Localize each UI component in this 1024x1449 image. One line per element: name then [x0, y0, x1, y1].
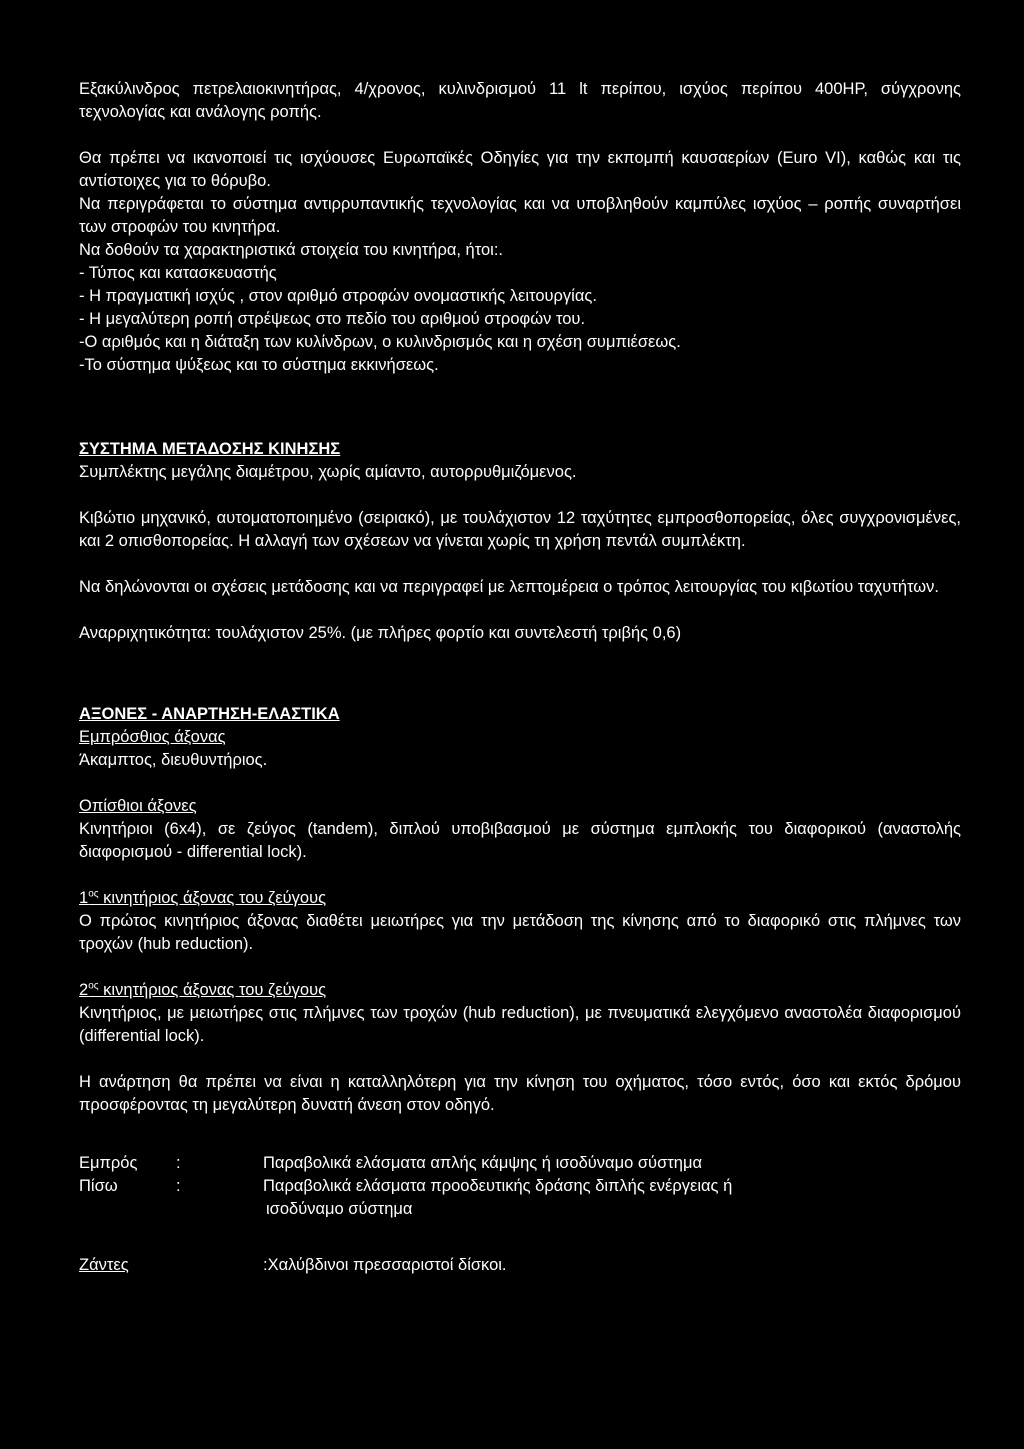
spec-value-front: Παραβολικά ελάσματα απλής κάμψης ή ισοδύναμο σύστημα — [263, 1154, 702, 1172]
clutch-text: Συμπλέκτης μεγάλης διαμέτρου, χωρίς αμίαντο, αυτορρυθμιζόμενος. — [79, 463, 577, 481]
suspension-text: Η ανάρτηση θα πρέπει να είναι η καταλληλότερη για την κίνηση του οχήματος, τόσο εντός, όσο και εκτός δρόμου προσφέροντας τη μεγαλύτερη δυνατή άνεση στον οδηγό. — [79, 1073, 961, 1114]
spec-colon: : — [176, 1177, 181, 1195]
second-drive-axle-title — [79, 979, 961, 1002]
first-drive-axle-title — [79, 887, 961, 910]
gearbox-text: Κιβώτιο μηχανικό, αυτοματοποιημένο (σειριακό), με τουλάχιστον 12 ταχύτητες εμπροσθοπορείας, όλες συγχρονισμένες, και 2 οπισθοπορείας. Η αλλαγή των σχέσεων να γίνεται χωρίς τη χρήση πεντάλ συμπλέκτη. — [79, 509, 961, 550]
engine-spec-item: - Τύπος και κατασκευαστής — [79, 264, 277, 282]
suspension-specs — [79, 1152, 961, 1277]
second-axle-ordinal: ος — [88, 980, 99, 992]
spec-row-rear — [79, 1175, 961, 1198]
spec-row-front — [79, 1152, 961, 1175]
front-axle-title: Εμπρόσθιος άξονας — [79, 728, 226, 746]
rear-axles-title: Οπίσθιοι άξονες — [79, 797, 197, 815]
engine-spec-item: -Ο αριθμός και η διάταξη των κυλίνδρων, ο κυλινδρισμός και η σχέση συμπιέσεως. — [79, 333, 681, 351]
spec-row-rear-cont — [79, 1198, 961, 1221]
first-axle-ordinal: ος — [88, 888, 99, 900]
spec-value-rear: Παραβολικά ελάσματα προοδευτικής δράσης διπλής ενέργειας ή — [263, 1177, 733, 1195]
first-axle-number: 1 — [79, 889, 89, 907]
gear-ratios-text: Να δηλώνονται οι σχέσεις μετάδοσης και να περιγραφεί με λεπτομέρεια ο τρόπος λειτουργίας του κιβωτίου ταχυτήτων. — [79, 578, 940, 596]
emissions-requirement: Θα πρέπει να ικανοποιεί τις ισχύουσες Ευρωπαϊκές Οδηγίες για την εκπομπή καυσαερίων (Euro VI), καθώς και τις αντίστοιχες για το θόρυβο. — [79, 149, 961, 190]
spec-label-front: Εμπρός — [79, 1154, 138, 1172]
axles-heading: ΑΞΟΝΕΣ - ΑΝΑΡΤΗΣΗ-ΕΛΑΣΤΙΚΑ — [79, 705, 340, 723]
second-axle-title-text: κινητήριος άξονας του ζεύγους — [98, 981, 327, 999]
spec-colon: : — [176, 1154, 181, 1172]
transmission-section — [79, 438, 961, 645]
engine-section — [79, 78, 961, 377]
spec-value-rear-cont: ισοδύναμο σύστημα — [266, 1200, 413, 1218]
rear-axles-text: Κινητήριοι (6x4), σε ζεύγος (tandem), διπλού υποβιβασμού με σύστημα εμπλοκής του διαφορικού (αναστολής διαφορισμού - differential lock). — [79, 820, 961, 861]
engine-specs-intro: Να δοθούν τα χαρακτηριστικά στοιχεία του κινητήρα, ήτοι:. — [79, 241, 504, 259]
spec-value-rims: :Χαλύβδινοι πρεσσαριστοί δίσκοι. — [263, 1256, 507, 1274]
document-body — [79, 78, 961, 1277]
engine-spec-item: -Το σύστημα ψύξεως και το σύστημα εκκινήσεως. — [79, 356, 439, 374]
engine-description: Εξακύλινδρος πετρελαιοκινητήρας, 4/χρονος, κυλινδρισμού 11 lt περίπου, ισχύος περίπου 400HP, σύγχρονης τεχνολογίας και ανάλογης ροπής. — [79, 80, 961, 121]
first-drive-axle-text: Ο πρώτος κινητήριος άξονας διαθέτει μειωτήρες για την μετάδοση της κίνησης από το διαφορικό στις πλήμνες των τροχών (hub reduction). — [79, 912, 961, 953]
spec-label-rims: Ζάντες — [79, 1256, 129, 1274]
engine-spec-item: - Η πραγματική ισχύς , στον αριθμό στροφών ονομαστικής λειτουργίας. — [79, 287, 597, 305]
transmission-heading: ΣΥΣΤΗΜΑ ΜΕΤΑΔΟΣΗΣ ΚΙΝΗΣΗΣ — [79, 440, 341, 458]
spec-label-rear: Πίσω — [79, 1177, 118, 1195]
spec-row-rims — [79, 1254, 961, 1277]
axles-section — [79, 703, 961, 1117]
second-drive-axle-text: Κινητήριος, με μειωτήρες στις πλήμνες των τροχών (hub reduction), με πνευματικά ελεγχόμενο αναστολέα διαφορισμού (differential lock). — [79, 1004, 961, 1045]
engine-spec-item: - Η μεγαλύτερη ροπή στρέψεως στο πεδίο του αριθμού στροφών του. — [79, 310, 586, 328]
front-axle-text: Άκαμπτος, διευθυντήριος. — [79, 751, 268, 769]
emissions-system-description: Να περιγράφεται το σύστημα αντιρρυπαντικής τεχνολογίας και να υποβληθούν καμπύλες ισχύος – ροπής συναρτήσει των στροφών του κινητήρα. — [79, 195, 961, 236]
first-axle-title-text: κινητήριος άξονας του ζεύγους — [98, 889, 327, 907]
second-axle-number: 2 — [79, 981, 89, 999]
gradeability-text: Αναρριχητικότητα: τουλάχιστον 25%. (με πλήρες φορτίο και συντελεστή τριβής 0,6) — [79, 624, 682, 642]
